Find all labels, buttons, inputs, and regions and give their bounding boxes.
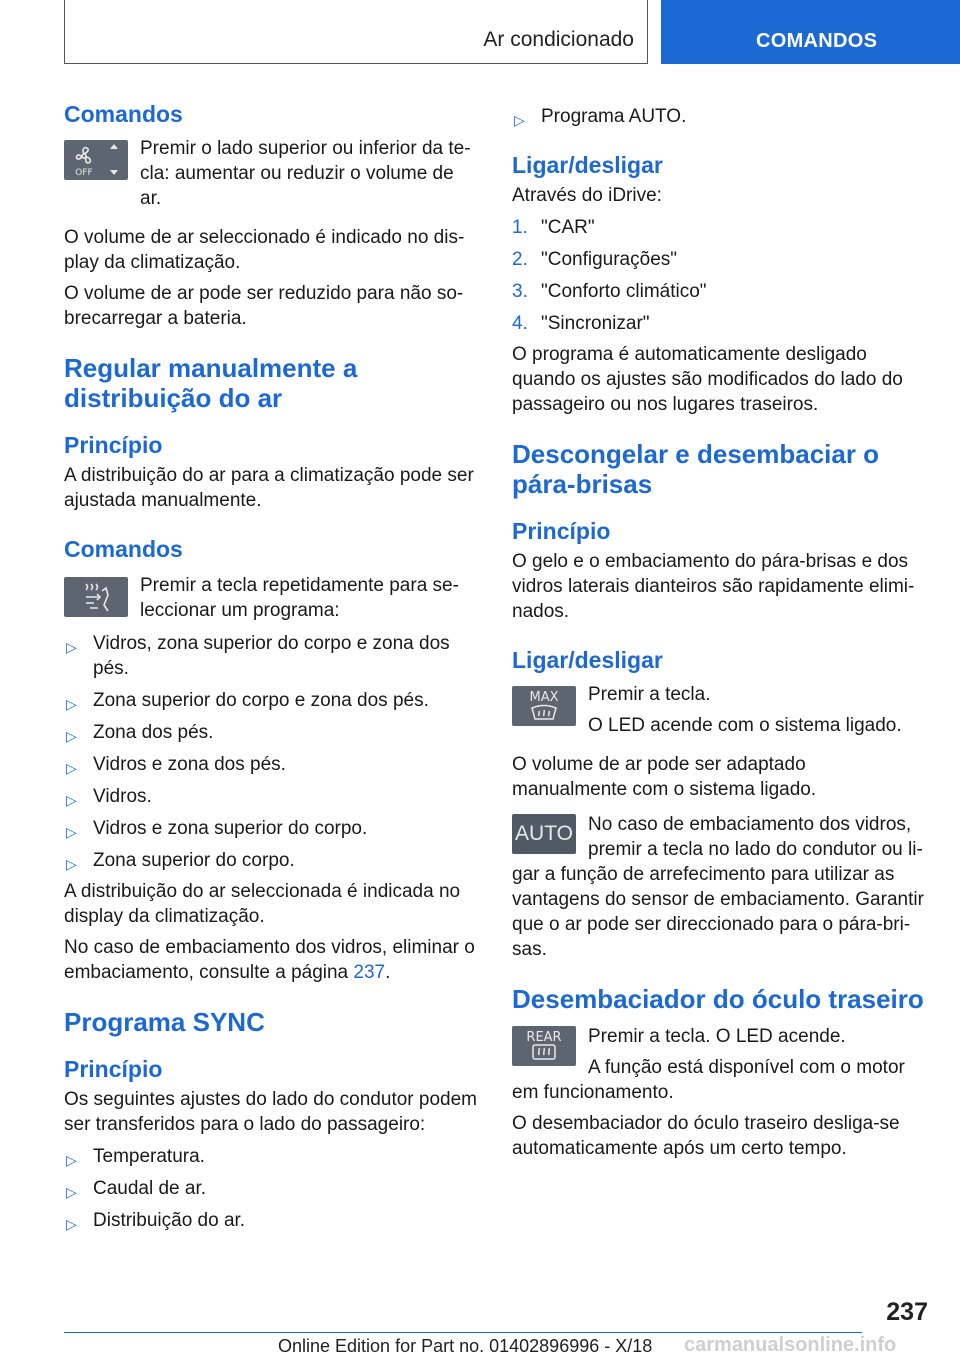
- auto-sensor-description: No caso de embaciamento dos vidros, premir a tecla no lado do condutor ou ligar a função de arrefecimento para utilizar as vantagens do sensor de embaciamento. Garantir que o ar pode ser direccionado para o pára-brisas.: [512, 814, 924, 960]
- paragraph: O programa é automaticamente desligado quando os ajustes são modificados do lado do passageiro ou nos lugares traseiros.: [512, 344, 903, 415]
- rear-button-text: REAR: [526, 1030, 562, 1045]
- list-item: ▷ Vidros.: [64, 784, 478, 809]
- fan-button-off-text: OFF: [75, 168, 93, 178]
- rear-defrost-description-1: Premir a tecla. O LED acende.: [588, 1026, 846, 1047]
- air-distribution-description: Premir a tecla repetidamente para seleccionar um programa:: [140, 575, 459, 621]
- list-item: ▷ Vidros e zona superior do corpo.: [64, 816, 478, 841]
- list-item: ▷ Programa AUTO.: [512, 104, 926, 129]
- paragraph: A distribuição do ar para a climatização pode ser ajustada manualmente.: [64, 465, 474, 511]
- header-section-title: Ar condicionado: [483, 28, 634, 51]
- list-item: ▷ Zona dos pés.: [64, 720, 478, 745]
- step-item: 3. "Conforto climático": [512, 281, 707, 302]
- rear-defrost-block: [512, 1024, 926, 1105]
- paragraph: O volume de ar pode ser adaptado manualmente com o sistema ligado.: [512, 754, 817, 800]
- list-item: ▷ Distribuição do ar.: [64, 1208, 478, 1233]
- heading-descongelar: Descongelar e desembaciar o pára-brisas: [512, 439, 880, 499]
- triangle-bullet-icon: ▷: [514, 112, 525, 128]
- max-button-text: MAX: [529, 690, 559, 705]
- subheading-principio: Princípio: [64, 432, 163, 458]
- fan-control-row: [64, 136, 478, 211]
- subheading-comandos: Comandos: [64, 536, 183, 562]
- fan-button-image: [64, 140, 128, 180]
- triangle-bullet-icon: ▷: [66, 1152, 77, 1168]
- triangle-bullet-icon: ▷: [66, 1216, 77, 1232]
- triangle-bullet-icon: ▷: [66, 696, 77, 712]
- sync-settings-list-continued: [512, 104, 926, 129]
- footer-edition: Online Edition for Part no. 01402896996 - X/18: [278, 1336, 653, 1356]
- arrow-down-icon: [110, 170, 118, 175]
- triangle-bullet-icon: ▷: [66, 639, 77, 655]
- triangle-bullet-icon: ▷: [66, 760, 77, 776]
- sync-settings-list: [64, 1144, 478, 1233]
- left-column: [64, 100, 478, 1233]
- subheading-ligar-desligar: Ligar/desligar: [512, 647, 663, 673]
- triangle-bullet-icon: ▷: [66, 824, 77, 840]
- air-distribution-button-image: [64, 577, 128, 617]
- auto-sensor-block: [512, 812, 926, 962]
- list-item: ▷ Vidros, zona superior do corpo e zona dos pés.: [66, 633, 450, 679]
- subheading-principio: Princípio: [64, 1056, 163, 1082]
- paragraph: O volume de ar seleccionado é indicado no display da climatização.: [64, 227, 465, 273]
- rear-defrost-button-image: [512, 1026, 576, 1066]
- heading-regular-distribuicao: Regular manualmente a distribuição do ar: [64, 353, 358, 413]
- paragraph: Através do iDrive:: [512, 185, 662, 206]
- max-defrost-button-image: [512, 686, 576, 726]
- list-item: ▷ Zona superior do corpo.: [64, 848, 478, 873]
- triangle-bullet-icon: ▷: [66, 856, 77, 872]
- header-tab: [661, 0, 960, 64]
- auto-button-image: [512, 814, 576, 854]
- paragraph: A distribuição do ar seleccionada é indicada no display da climatização.: [64, 881, 461, 927]
- max-defrost-description: Premir a tecla. O LED acende com o sistema ligado.: [588, 684, 902, 736]
- auto-button-text: AUTO: [515, 822, 573, 845]
- heading-comandos-1: Comandos: [64, 101, 183, 127]
- paragraph: O gelo e o embaciamento do pára-brisas e dos vidros laterais dianteiros são rapidamente eliminados.: [512, 551, 915, 622]
- paragraph: Os seguintes ajustes do lado do condutor podem ser transferidos para o lado do passageiro:: [64, 1089, 477, 1135]
- footer-watermark: carmanualsonline.info: [684, 1334, 897, 1356]
- arrow-up-icon: [110, 144, 118, 149]
- footer-divider: [64, 1332, 862, 1333]
- air-distribution-row: [64, 573, 478, 623]
- header-tab-label: COMANDOS: [756, 30, 878, 52]
- paragraph: O volume de ar pode ser reduzido para não sobrecarregar a bateria.: [64, 283, 464, 329]
- list-item: ▷ Vidros e zona dos pés.: [64, 752, 478, 777]
- paragraph-page-ref: No caso de embaciamento dos vidros, eliminar o embaciamento, consulte a página 237.: [64, 937, 475, 983]
- max-defrost-row: [512, 682, 926, 738]
- idrive-steps: [512, 215, 926, 336]
- fan-button-description: Premir o lado superior ou inferior da tecla: aumentar ou reduzir o volume de ar.: [140, 138, 471, 209]
- page-number: 237: [886, 1298, 928, 1326]
- air-distribution-list: [64, 631, 478, 873]
- list-item: ▷ Temperatura.: [64, 1144, 478, 1169]
- windshield-defrost-icon: [532, 706, 556, 720]
- triangle-bullet-icon: ▷: [66, 728, 77, 744]
- paragraph: O desembaciador do óculo traseiro desliga-se automaticamente após um certo tempo.: [512, 1113, 900, 1159]
- list-item: ▷ Caudal de ar.: [64, 1176, 478, 1201]
- heading-desembaciador-traseiro: Desembaciador do óculo traseiro: [512, 984, 924, 1014]
- fan-icon: [76, 148, 90, 163]
- rear-defrost-description-2: A função está disponível com o motor em funcionamento.: [512, 1057, 905, 1103]
- page-link[interactable]: 237: [353, 962, 386, 983]
- step-item: 1. "CAR": [512, 217, 595, 238]
- heading-programa-sync: Programa SYNC: [64, 1007, 265, 1037]
- list-item: ▷ Zona superior do corpo e zona dos pés.: [64, 688, 478, 713]
- right-column: [512, 100, 926, 1161]
- step-item: 2. "Configurações": [512, 249, 678, 270]
- triangle-bullet-icon: ▷: [66, 792, 77, 808]
- rear-window-defrost-icon: [533, 1045, 555, 1059]
- triangle-bullet-icon: ▷: [66, 1184, 77, 1200]
- step-item: 4. "Sincronizar": [512, 313, 650, 334]
- subheading-ligar-desligar: Ligar/desligar: [512, 152, 663, 178]
- subheading-principio: Princípio: [512, 518, 611, 544]
- air-distribution-icon: [86, 584, 108, 611]
